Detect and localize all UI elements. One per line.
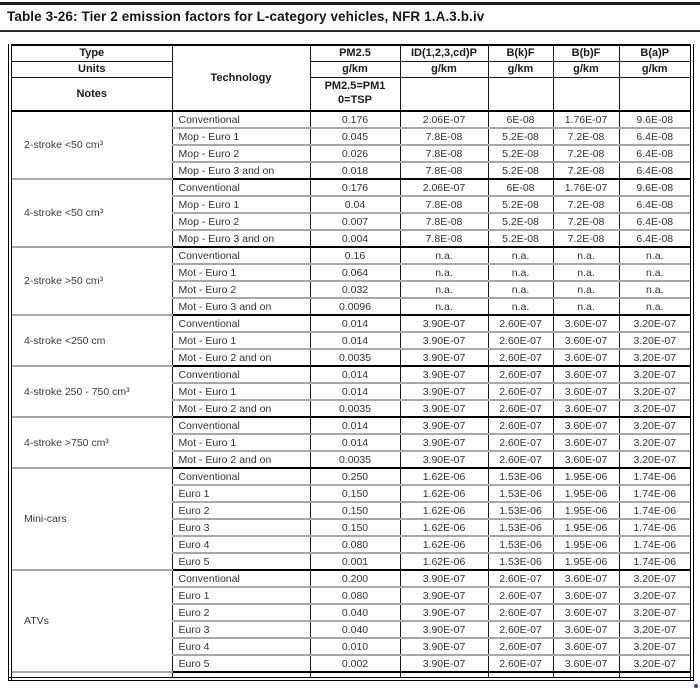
table-row [10,570,692,587]
value-cell: 3.20E-07 [619,621,692,638]
value-cell: 1.95E-06 [553,502,619,519]
technology-cell: Euro 2 [172,502,310,519]
header-row-notes [10,77,692,111]
note-bbf [553,77,619,111]
value-cell: 3.90E-07 [400,434,488,451]
value-cell: 5.2E-08 [488,145,553,162]
technology-cell: Euro 4 [172,638,310,655]
spacer-cell [310,672,400,679]
value-cell: 0.014 [310,383,400,400]
value-cell: 1.95E-06 [553,553,619,570]
value-cell: 0.150 [310,485,400,502]
unit-id123cdp: g/km [400,61,488,77]
value-cell: 3.20E-07 [619,366,692,383]
value-cell: n.a. [488,264,553,281]
header-col-id123cdp: ID(1,2,3,cd)P [400,45,488,61]
technology-cell: Conventional [172,417,310,434]
value-cell: 6.4E-08 [619,213,692,230]
header-col-bap: B(a)P [619,45,692,61]
table-caption: Table 3-26: Tier 2 emission factors for L-category vehicles, NFR 1.A.3.b.iv [7,9,485,24]
vehicle-type-cell: 4-stroke >750 cm³ [10,417,172,468]
technology-cell: Mot - Euro 2 and on [172,349,310,366]
spacer-cell [553,672,619,679]
value-cell: 0.040 [310,604,400,621]
value-cell: 1.53E-06 [488,553,553,570]
vehicle-type-cell: 2-stroke <50 cm³ [10,111,172,179]
value-cell: 0.150 [310,519,400,536]
value-cell: n.a. [400,264,488,281]
value-cell: 3.60E-07 [553,400,619,417]
value-cell: 3.20E-07 [619,332,692,349]
table-row [10,247,692,264]
value-cell: 1.95E-06 [553,519,619,536]
value-cell: 0.0096 [310,298,400,315]
value-cell: 1.76E-07 [553,111,619,128]
header-col-bkf: B(k)F [488,45,553,61]
value-cell: 7.2E-08 [553,213,619,230]
value-cell: 1.74E-06 [619,468,692,485]
value-cell: n.a. [400,281,488,298]
note-pm25 [310,77,400,111]
value-cell: 3.60E-07 [553,383,619,400]
value-cell: 7.8E-08 [400,213,488,230]
value-cell: 2.60E-07 [488,383,553,400]
value-cell: 3.60E-07 [553,315,619,332]
spacer-cell [172,672,310,679]
note-bkf [488,77,553,111]
value-cell: 0.014 [310,315,400,332]
technology-cell: Euro 1 [172,485,310,502]
value-cell: 5.2E-08 [488,230,553,247]
value-cell: 1.95E-06 [553,536,619,553]
value-cell: 5.2E-08 [488,196,553,213]
technology-cell: Euro 3 [172,519,310,536]
value-cell: 3.90E-07 [400,315,488,332]
value-cell: 1.53E-06 [488,502,553,519]
value-cell: 2.60E-07 [488,332,553,349]
value-cell: n.a. [619,247,692,264]
value-cell: 7.2E-08 [553,196,619,213]
value-cell: 0.16 [310,247,400,264]
value-cell: 3.90E-07 [400,400,488,417]
value-cell: 6.4E-08 [619,128,692,145]
technology-cell: Mot - Euro 1 [172,383,310,400]
value-cell: 6.4E-08 [619,145,692,162]
header-label-type: Type [10,45,172,61]
value-cell: 1.76E-07 [553,179,619,196]
value-cell: 3.20E-07 [619,587,692,604]
value-cell: 3.90E-07 [400,451,488,468]
value-cell: 3.60E-07 [553,638,619,655]
value-cell: 3.20E-07 [619,315,692,332]
note-id123cdp [400,77,488,111]
technology-cell: Mot - Euro 1 [172,332,310,349]
vehicle-type-cell: 2-stroke >50 cm³ [10,247,172,315]
value-cell: 2.60E-07 [488,434,553,451]
value-cell: n.a. [619,264,692,281]
value-cell: 2.60E-07 [488,349,553,366]
value-cell: 3.90E-07 [400,604,488,621]
unit-bkf: g/km [488,61,553,77]
note-pm25-line2: 0=TSP [338,93,372,106]
value-cell: 1.62E-06 [400,502,488,519]
value-cell: 0.002 [310,655,400,672]
value-cell: 2.60E-07 [488,621,553,638]
technology-cell: Mot - Euro 3 and on [172,298,310,315]
value-cell: 1.95E-06 [553,485,619,502]
value-cell: 3.90E-07 [400,332,488,349]
value-cell: 3.60E-07 [553,417,619,434]
value-cell: 3.20E-07 [619,349,692,366]
value-cell: 2.06E-07 [400,111,488,128]
caption-underline-rule [0,30,700,32]
value-cell: 5.2E-08 [488,162,553,179]
unit-bbf: g/km [553,61,619,77]
value-cell: 3.60E-07 [553,570,619,587]
header-row-units [10,61,692,77]
value-cell: 0.014 [310,417,400,434]
value-cell: 1.53E-06 [488,519,553,536]
technology-cell: Mop - Euro 2 [172,145,310,162]
value-cell: n.a. [488,281,553,298]
value-cell: 3.90E-07 [400,417,488,434]
technology-cell: Mot - Euro 1 [172,264,310,281]
value-cell: 0.200 [310,570,400,587]
value-cell: 1.62E-06 [400,468,488,485]
value-cell: 1.62E-06 [400,536,488,553]
value-cell: 2.60E-07 [488,315,553,332]
header-label-units: Units [10,61,172,77]
value-cell: 1.53E-06 [488,485,553,502]
technology-cell: Conventional [172,570,310,587]
value-cell: 3.60E-07 [553,434,619,451]
value-cell: 1.74E-06 [619,519,692,536]
value-cell: 3.90E-07 [400,383,488,400]
value-cell: 0.150 [310,502,400,519]
value-cell: 0.080 [310,587,400,604]
value-cell: 0.064 [310,264,400,281]
value-cell: 6E-08 [488,179,553,196]
value-cell: 0.0035 [310,451,400,468]
header-row-type [10,45,692,61]
spacer-cell [10,672,172,679]
value-cell: 2.60E-07 [488,417,553,434]
value-cell: 7.2E-08 [553,230,619,247]
value-cell: n.a. [488,247,553,264]
value-cell: 2.60E-07 [488,570,553,587]
value-cell: 9.6E-08 [619,111,692,128]
value-cell: 7.2E-08 [553,128,619,145]
value-cell: 0.010 [310,638,400,655]
value-cell: 0.0035 [310,349,400,366]
value-cell: 3.20E-07 [619,655,692,672]
top-horizontal-rule [0,2,700,5]
technology-cell: Mop - Euro 3 and on [172,230,310,247]
table-row [10,315,692,332]
value-cell: 0.001 [310,553,400,570]
value-cell: 2.60E-07 [488,451,553,468]
value-cell: 7.2E-08 [553,162,619,179]
technology-cell: Mot - Euro 2 and on [172,451,310,468]
header-label-technology: Technology [172,45,310,111]
value-cell: 3.60E-07 [553,366,619,383]
value-cell: n.a. [619,298,692,315]
value-cell: 0.026 [310,145,400,162]
value-cell: 3.90E-07 [400,570,488,587]
value-cell: 1.62E-06 [400,485,488,502]
technology-cell: Euro 1 [172,587,310,604]
table-row [10,366,692,383]
vehicle-type-cell: ATVs [10,570,172,672]
value-cell: 3.90E-07 [400,621,488,638]
emission-factors-table [8,44,694,681]
technology-cell: Euro 5 [172,553,310,570]
value-cell: 7.8E-08 [400,145,488,162]
value-cell: 3.20E-07 [619,417,692,434]
value-cell: 3.20E-07 [619,604,692,621]
technology-cell: Conventional [172,247,310,264]
technology-cell: Conventional [172,315,310,332]
value-cell: 0.014 [310,366,400,383]
value-cell: 1.53E-06 [488,536,553,553]
value-cell: 0.176 [310,179,400,196]
value-cell: 6.4E-08 [619,162,692,179]
value-cell: 0.007 [310,213,400,230]
vehicle-type-cell: 4-stroke 250 - 750 cm³ [10,366,172,417]
value-cell: 2.60E-07 [488,604,553,621]
vehicle-type-cell: 4-stroke <50 cm³ [10,179,172,247]
value-cell: n.a. [553,264,619,281]
technology-cell: Euro 4 [172,536,310,553]
value-cell: 1.62E-06 [400,519,488,536]
value-cell: 3.60E-07 [553,655,619,672]
value-cell: 3.60E-07 [553,451,619,468]
value-cell: 7.2E-08 [553,145,619,162]
value-cell: 1.74E-06 [619,485,692,502]
value-cell: 2.60E-07 [488,400,553,417]
value-cell: 3.20E-07 [619,434,692,451]
value-cell: 7.8E-08 [400,128,488,145]
technology-cell: Mot - Euro 1 [172,434,310,451]
technology-cell: Conventional [172,111,310,128]
value-cell: 2.60E-07 [488,587,553,604]
technology-cell: Euro 3 [172,621,310,638]
value-cell: 0.040 [310,621,400,638]
value-cell: 6.4E-08 [619,196,692,213]
value-cell: n.a. [619,281,692,298]
value-cell: 3.20E-07 [619,638,692,655]
value-cell: 1.95E-06 [553,468,619,485]
value-cell: 2.60E-07 [488,655,553,672]
value-cell: 0.014 [310,434,400,451]
vehicle-type-cell: 4-stroke <250 cm [10,315,172,366]
value-cell: n.a. [400,247,488,264]
spacer-cell [488,672,553,679]
value-cell: 3.60E-07 [553,332,619,349]
value-cell: 3.20E-07 [619,400,692,417]
value-cell: 3.90E-07 [400,349,488,366]
value-cell: 0.018 [310,162,400,179]
technology-cell: Mop - Euro 3 and on [172,162,310,179]
value-cell: 0.04 [310,196,400,213]
value-cell: 0.014 [310,332,400,349]
value-cell: 1.62E-06 [400,553,488,570]
value-cell: n.a. [400,298,488,315]
value-cell: n.a. [553,298,619,315]
technology-cell: Mop - Euro 1 [172,128,310,145]
note-pm25-line1: PM2.5=PM1 [324,80,386,92]
value-cell: 3.60E-07 [553,587,619,604]
value-cell: 3.90E-07 [400,366,488,383]
technology-cell: Euro 2 [172,604,310,621]
value-cell: 5.2E-08 [488,213,553,230]
technology-cell: Conventional [172,468,310,485]
value-cell: 1.74E-06 [619,536,692,553]
header-col-pm25: PM2.5 [310,45,400,61]
value-cell: 9.6E-08 [619,179,692,196]
technology-cell: Mop - Euro 2 [172,213,310,230]
value-cell: 2.60E-07 [488,366,553,383]
value-cell: 1.53E-06 [488,468,553,485]
technology-cell: Mot - Euro 2 [172,281,310,298]
value-cell: n.a. [553,281,619,298]
value-cell: 1.74E-06 [619,502,692,519]
value-cell: n.a. [488,298,553,315]
value-cell: 0.0035 [310,400,400,417]
value-cell: 3.90E-07 [400,638,488,655]
value-cell: 7.8E-08 [400,162,488,179]
value-cell: 3.60E-07 [553,604,619,621]
table-row [10,468,692,485]
header-col-bbf: B(b)F [553,45,619,61]
value-cell: 1.74E-06 [619,553,692,570]
value-cell: n.a. [553,247,619,264]
value-cell: 7.8E-08 [400,196,488,213]
value-cell: 6.4E-08 [619,230,692,247]
technology-cell: Conventional [172,179,310,196]
table-row [10,111,692,128]
header-label-notes: Notes [10,77,172,111]
technology-cell: Conventional [172,366,310,383]
value-cell: 5.2E-08 [488,128,553,145]
technology-cell: Mot - Euro 2 and on [172,400,310,417]
technology-cell: Euro 5 [172,655,310,672]
table-body [10,111,692,679]
value-cell: 3.60E-07 [553,349,619,366]
vehicle-type-cell: Mini-cars [10,468,172,570]
table-row [10,179,692,196]
table-header [10,45,692,111]
value-cell: 7.8E-08 [400,230,488,247]
value-cell: 0.176 [310,111,400,128]
value-cell: 3.60E-07 [553,621,619,638]
spacer-cell [400,672,488,679]
unit-pm25: g/km [310,61,400,77]
value-cell: 2.06E-07 [400,179,488,196]
value-cell: 0.080 [310,536,400,553]
unit-bap: g/km [619,61,692,77]
value-cell: 3.20E-07 [619,451,692,468]
value-cell: 3.90E-07 [400,587,488,604]
spacer-row [10,672,692,679]
value-cell: 3.20E-07 [619,383,692,400]
footnote-marker-dot [694,684,698,688]
value-cell: 0.250 [310,468,400,485]
table-row [10,417,692,434]
note-bap [619,77,692,111]
value-cell: 3.20E-07 [619,570,692,587]
value-cell: 6E-08 [488,111,553,128]
technology-cell: Mop - Euro 1 [172,196,310,213]
spacer-cell [619,672,692,679]
value-cell: 2.60E-07 [488,638,553,655]
value-cell: 3.90E-07 [400,655,488,672]
value-cell: 0.032 [310,281,400,298]
value-cell: 0.045 [310,128,400,145]
value-cell: 0.004 [310,230,400,247]
